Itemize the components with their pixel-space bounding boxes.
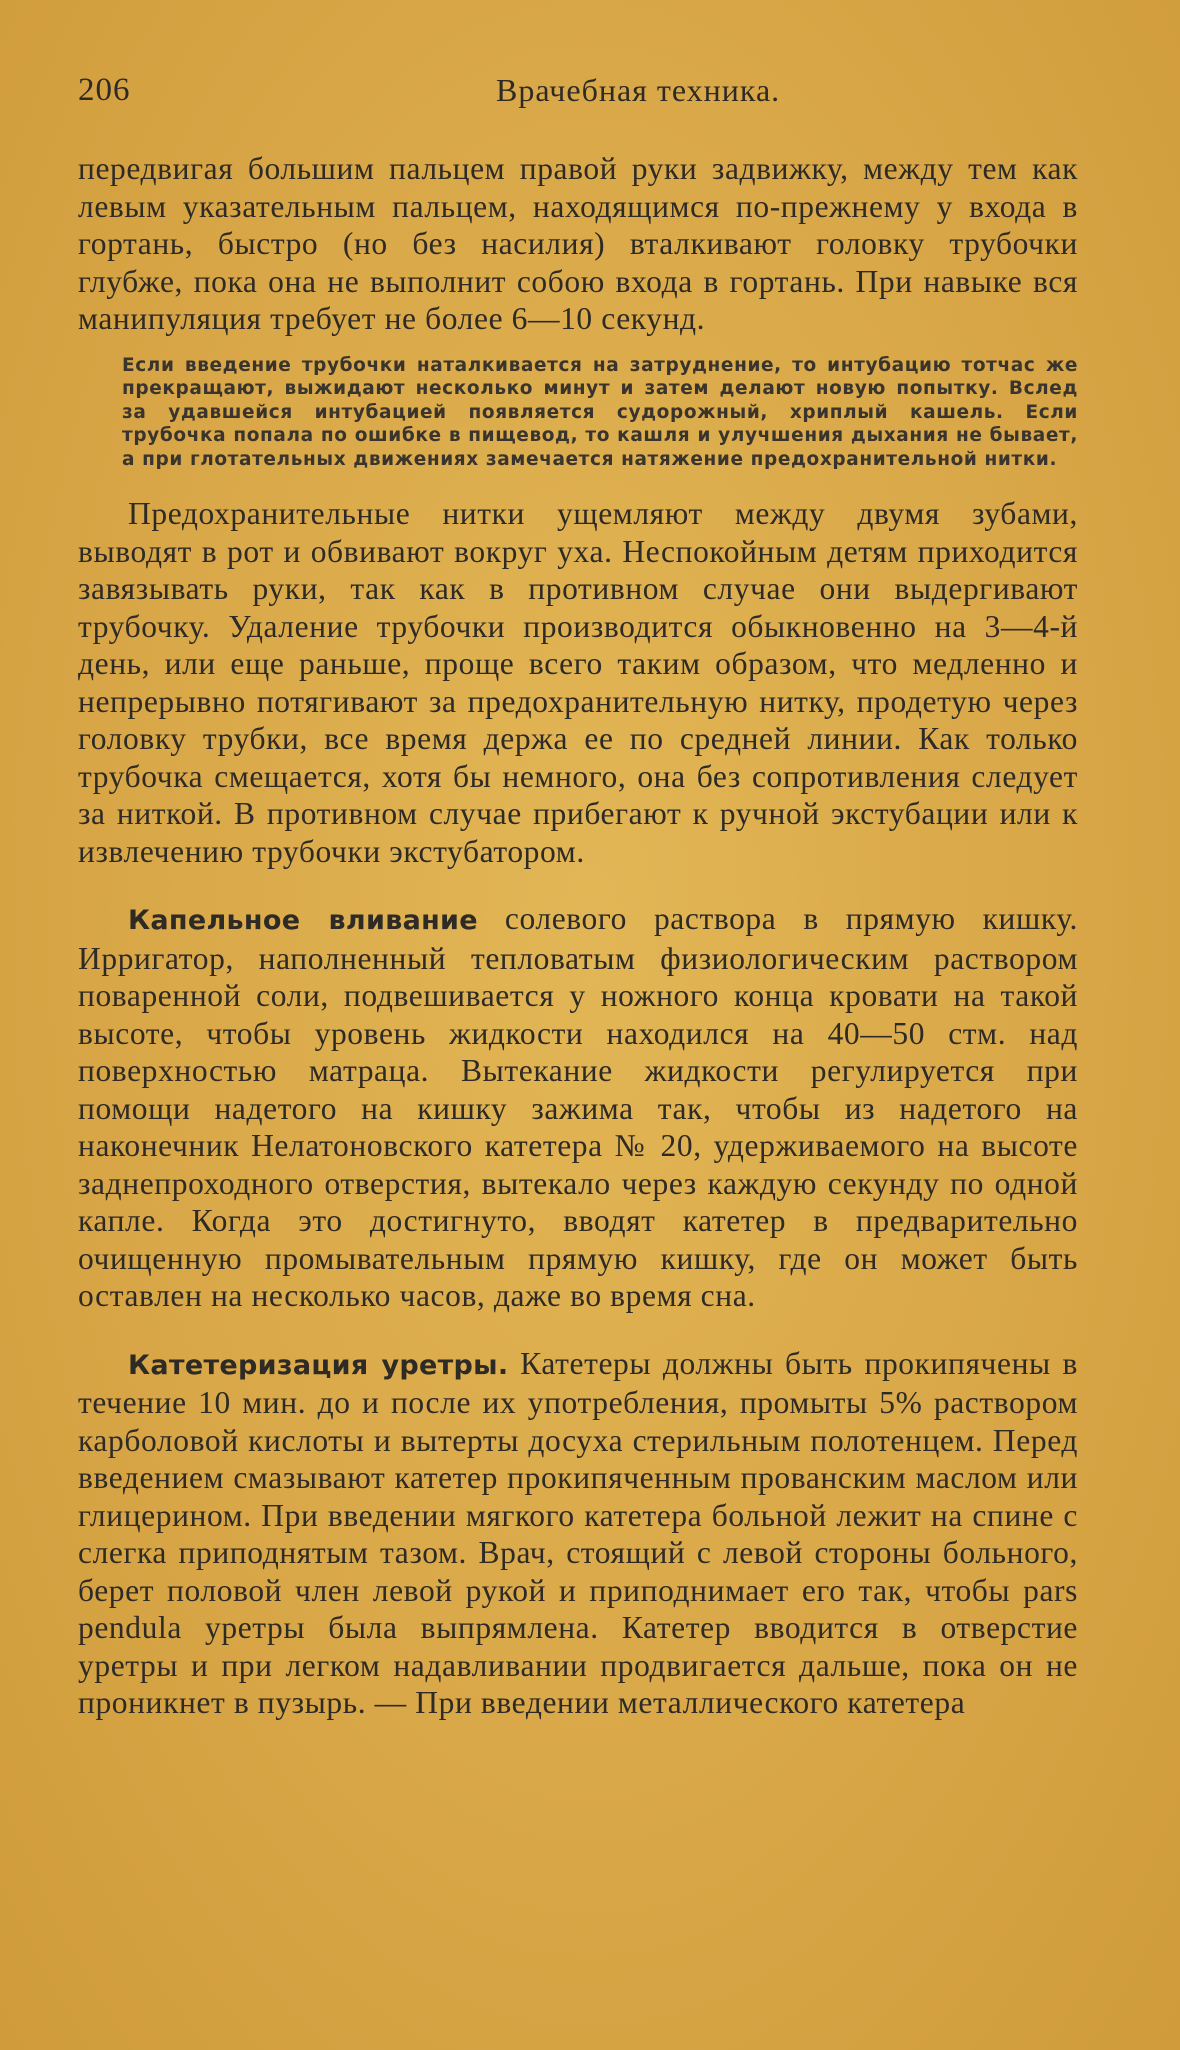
section-heading-catheterization: Катетеризация уретры. — [128, 1349, 509, 1381]
page-number: 206 — [78, 72, 131, 108]
page-header — [78, 72, 1078, 122]
page-body — [78, 150, 1078, 1722]
paragraph-catheterization-text: Катетеры должны быть прокипячены в течение 10 мин. до и после их употребления, промыты 5% раствором карболовой кислоты и вытерты досуха стерильным полотенцем. Перед введением смазывают катетер прокипяченным прованским маслом или глицерином. При введении мягкого катетера больной лежит на спине с слегка приподнятым тазом. Врач, стоящий с левой стороны больного, берет половой член левой рукой и приподнимает его так, чтобы pars pendula уретры была выпрямлена. Катетер вводится в отверстие уретры и при легком надавливании продвигается дальше, пока он не проникнет в пузырь. — При введении металлического катетера — [78, 1345, 1078, 1721]
paragraph-intubation-continued: передвигая большим пальцем правой руки задвижку, между тем как левым указательным пальцем, находящимся по-прежнему у входа в гортань, быстро (но без насилия) вталкивают головку трубочки глубже, пока она не выполнит собою входа в гортань. При навыке вся манипуляция требует не более 6—10 секунд. — [78, 151, 1078, 336]
paragraph-safety-threads: Предохранительные нитки ущемляют между двумя зубами, выводят в рот и обвивают вокруг уха. Неспокойным детям приходится завязывать руки, так как в противном случае они выдергивают трубочку. Удаление трубочки производится обыкновенно на 3—4-й день, или еще раньше, проще всего таким образом, что медленно и непрерывно потягивают за предохранительную нитку, продетую через головку трубки, все время держа ее по средней линии. Как только трубочка смещается, хотя бы немного, она без сопротивления следует за ниткой. В противном случае прибегают к ручной экстубации или к извлечению трубочки экстубатором. — [78, 496, 1078, 869]
paragraph-drip-infusion-text: солевого раствора в прямую кишку. Ирригатор, наполненный тепловатым физиологическим раствором поваренной соли, подвешивается у ножного конца кровати на такой высоте, чтобы уровень жидкости находился на 40—50 стм. над поверхностью матраца. Вытекание жидкости регулируется при помощи надетого на кишку зажима так, чтобы из надетого на наконечник Нелатоновского катетера № 20, удерживаемого на высоте заднепроходного отверстия, вытекало через каждую секунду по одной капле. Когда это достигнуто, вводят катетер в предварительно очищенную промывательным прямую кишку, где он может быть оставлен на несколько часов, даже во время сна. — [78, 901, 1078, 1314]
paragraph-drip-infusion — [78, 900, 1078, 1315]
small-print-note: Если введение трубочки наталкивается на затруднение, то интубацию тотчас же прекращают, выжидают несколько минут и затем делают новую попытку. Вслед за удавшейся интубацией появляется судорожный, хриплый кашель. Если трубочка попала по ошибке в пищевод, то кашля и улучшения дыхания не бывает, а при глотательных движениях замечается натяжение предохранительной нитки. — [122, 354, 1078, 470]
section-heading-drip-infusion: Капельное вливание — [128, 905, 478, 937]
running-head: Врачебная техника. — [496, 72, 781, 108]
paragraph-urethral-catheterization — [78, 1345, 1078, 1722]
